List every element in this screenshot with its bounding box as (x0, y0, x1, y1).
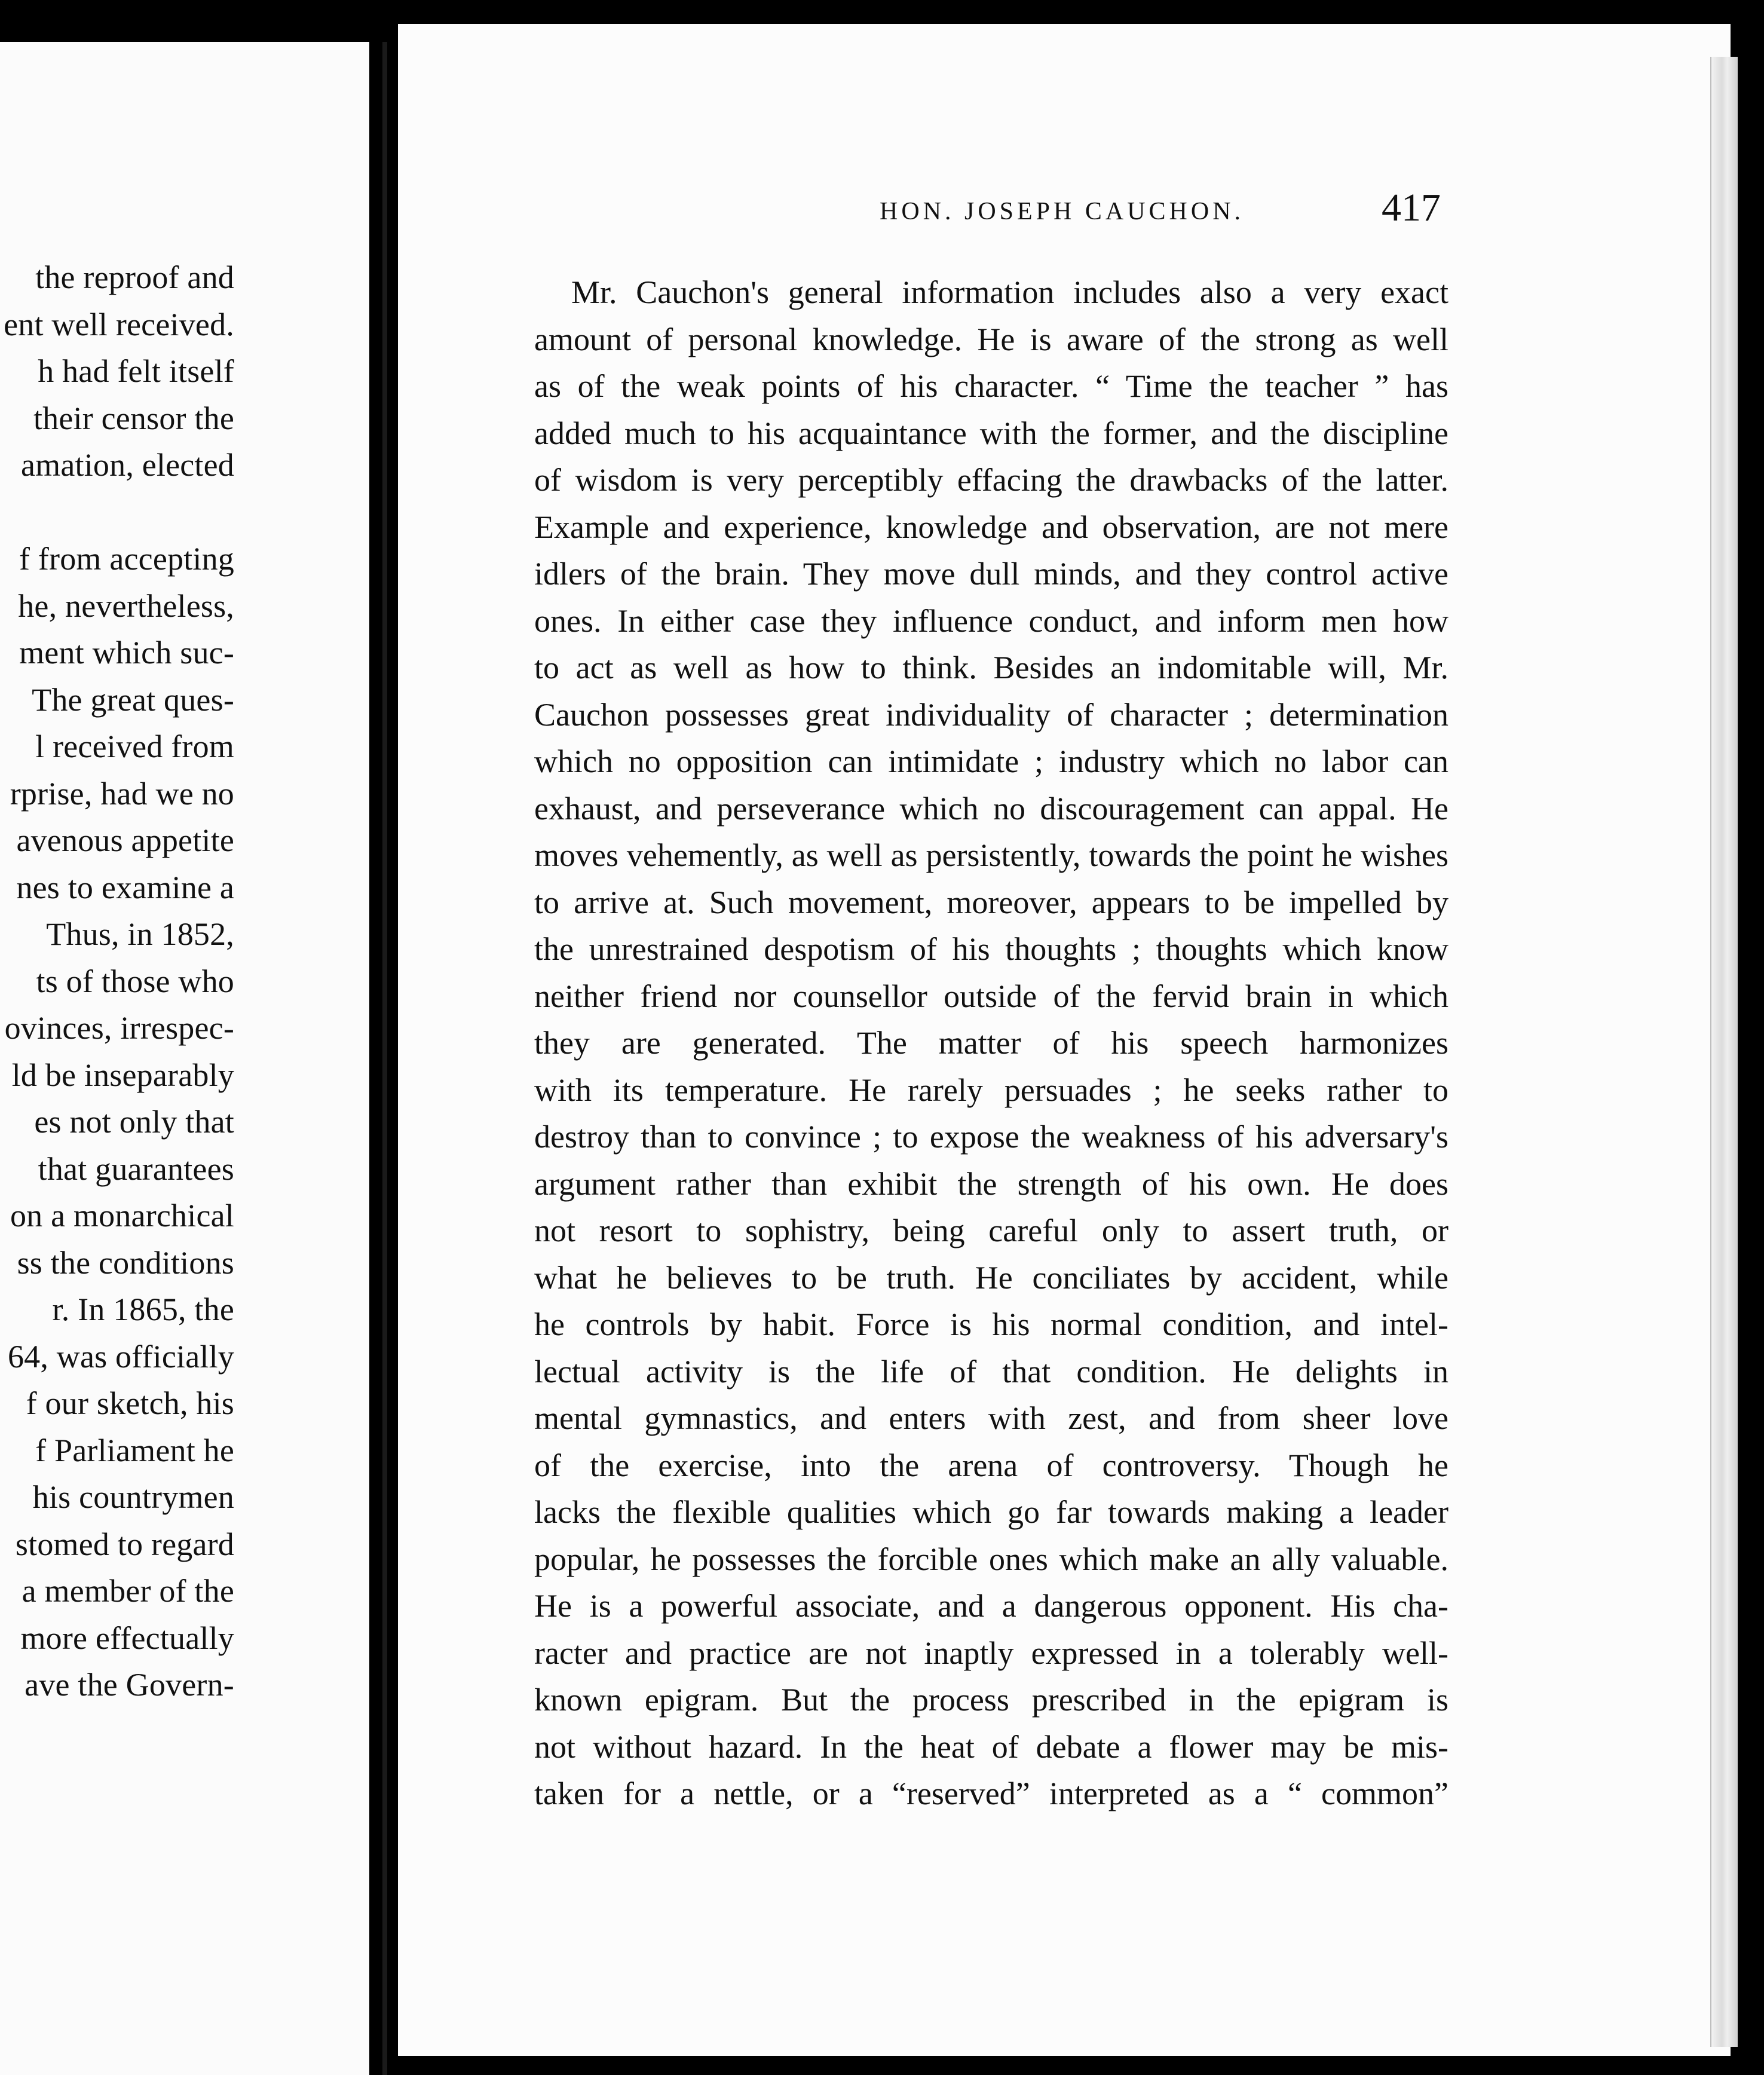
text-line: not resort to sophistry, being careful only to assert truth, or (534, 1213, 1448, 1248)
left-page (0, 42, 369, 2075)
text-line: the unrestrained despotism of his thoughts ; thoughts which know (534, 931, 1448, 967)
text-line: as of the weak points of his character. “ Time the teacher ” has (534, 368, 1448, 404)
paragraph-gap (0, 489, 234, 536)
left-line: ave the Govern- (24, 1667, 234, 1703)
left-line: ent well received. (4, 306, 234, 342)
text-line: racter and practice are not inaptly expressed in a tolerably well- (534, 1635, 1448, 1671)
left-line: ld be inseparably (11, 1057, 234, 1093)
left-line: nes to examine a (16, 869, 234, 905)
left-line: ss the conditions (17, 1244, 234, 1281)
text-line: which no opposition can intimidate ; industry which no labor can (534, 743, 1448, 779)
text-line: moves vehemently, as well as persistently, towards the point he wishes (534, 837, 1448, 873)
left-line: The great ques- (32, 681, 234, 718)
left-line: stomed to regard (15, 1526, 234, 1562)
right-page (398, 24, 1731, 2056)
text-line: taken for a nettle, or a “reserved” interpreted as a “ common” (534, 1776, 1448, 1811)
left-line: ovinces, irrespec- (4, 1010, 234, 1046)
left-page-text (0, 254, 234, 1709)
left-line: he, nevertheless, (18, 587, 234, 624)
text-line: what he believes to be truth. He conciliates by accident, while (534, 1259, 1448, 1296)
left-line: a member of the (22, 1573, 234, 1609)
text-line: He is a powerful associate, and a dangerous opponent. His cha- (534, 1588, 1448, 1624)
left-line: h had felt itself (38, 353, 234, 389)
left-line: the reproof and (35, 259, 234, 295)
text-line: mental gymnastics, and enters with zest, and from sheer love (534, 1400, 1448, 1436)
text-line: neither friend nor counsellor outside of the fervid brain in which (534, 978, 1448, 1014)
page-number: 417 (1382, 186, 1441, 229)
body-paragraph (534, 269, 1448, 1817)
text-line: to act as well as how to think. Besides an indomitable will, Mr. (534, 650, 1448, 685)
running-head: HON. JOSEPH CAUCHON. (880, 198, 1245, 225)
left-line: r. In 1865, the (52, 1291, 234, 1327)
left-line: 64, was officially (7, 1338, 234, 1375)
text-line: of the exercise, into the arena of controversy. Though he (534, 1447, 1448, 1483)
left-line: f Parliament he (35, 1432, 234, 1468)
text-line: not without hazard. In the heat of debate a flower may be mis- (534, 1728, 1448, 1765)
left-line: that guarantees (38, 1150, 234, 1187)
left-line: on a monarchical (10, 1198, 234, 1234)
left-line: avenous appetite (16, 822, 234, 858)
text-line: Example and experience, knowledge and observation, are not mere (534, 509, 1448, 545)
left-line: his countrymen (32, 1479, 234, 1515)
text-line: exhaust, and perseverance which no discouragement can appal. He (534, 790, 1448, 827)
text-line: ones. In either case they influence conduct, and inform men how (534, 602, 1448, 639)
text-line: idlers of the brain. They move dull minds, and they control active (534, 556, 1448, 592)
text-line: known epigram. But the process prescribed in the epigram is (534, 1682, 1448, 1718)
text-line: with its temperature. He rarely persuades ; he seeks rather to (534, 1072, 1448, 1108)
text-line: they are generated. The matter of his speech harmonizes (534, 1025, 1448, 1061)
left-line: es not only that (34, 1104, 234, 1140)
left-line: f from accepting (19, 541, 234, 577)
text-line: amount of personal knowledge. He is aware of the strong as well (534, 321, 1448, 357)
text-line: Cauchon possesses great individuality of character ; determination (534, 696, 1448, 733)
left-line: amation, elected (20, 447, 234, 483)
text-line: to arrive at. Such movement, moreover, appears to be impelled by (534, 884, 1448, 920)
left-line: Thus, in 1852, (46, 916, 234, 952)
text-line: added much to his acquaintance with the former, and the discipline (534, 415, 1448, 451)
text-line: lacks the flexible qualities which go far towards making a leader (534, 1494, 1448, 1530)
left-line: more effectually (20, 1620, 234, 1656)
left-line: rprise, had we no (10, 775, 234, 812)
left-line: l received from (35, 729, 234, 764)
text-line: he controls by habit. Force is his normal condition, and intel- (534, 1306, 1448, 1342)
text-line: destroy than to convince ; to expose the weakness of his adversary's (534, 1119, 1448, 1155)
left-line: their censor the (33, 400, 234, 436)
text-line: lectual activity is the life of that condition. He delights in (534, 1353, 1448, 1390)
text-line: of wisdom is very perceptibly effacing the drawbacks of the latter. (534, 462, 1448, 498)
left-line: ment which suc- (19, 635, 234, 671)
text-line: Mr. Cauchon's general information includes also a very exact (571, 274, 1448, 310)
left-line: ts of those who (36, 963, 234, 999)
gutter-shadow (382, 42, 387, 2075)
text-line: argument rather than exhibit the strength of his own. He does (534, 1165, 1448, 1202)
page-edge (1710, 57, 1738, 2047)
text-line: popular, he possesses the forcible ones which make an ally valuable. (534, 1541, 1448, 1577)
left-line: f our sketch, his (26, 1385, 234, 1421)
